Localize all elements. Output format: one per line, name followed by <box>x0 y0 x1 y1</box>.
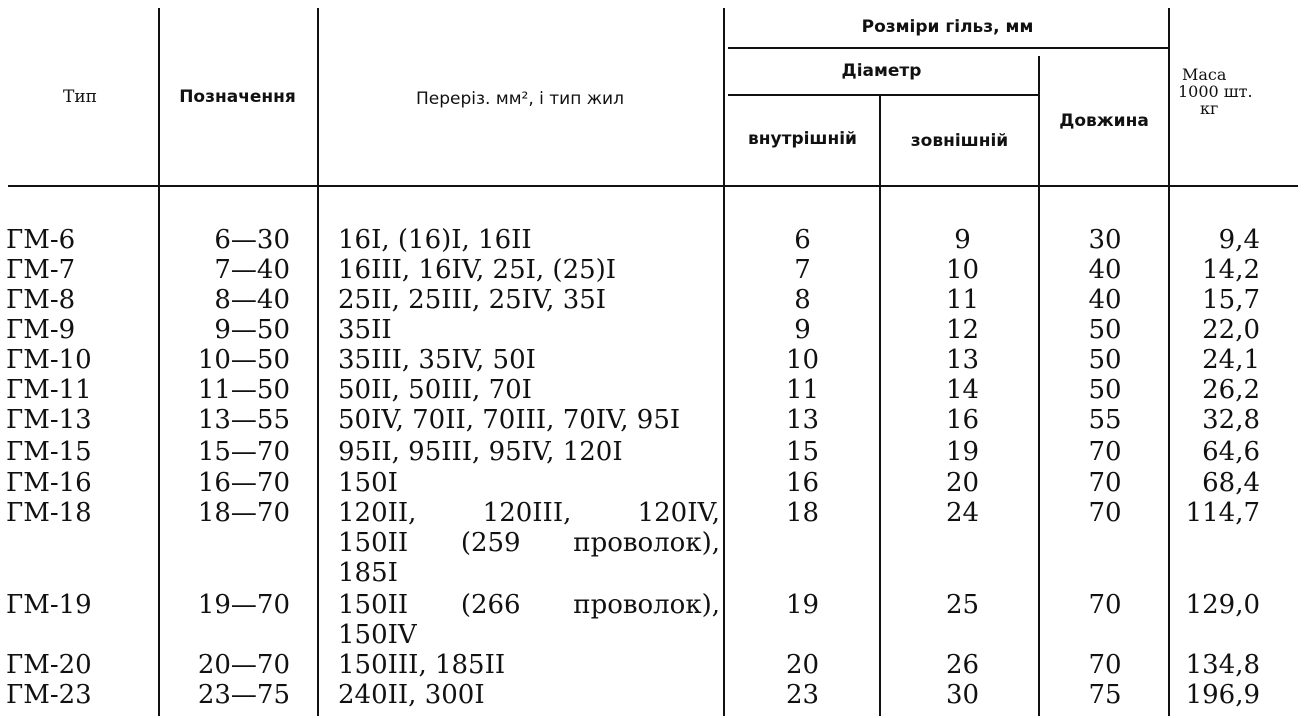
cell-outer-diameter: 30 <box>945 680 980 710</box>
sleeve-dims-rule <box>728 47 1170 49</box>
cell-inner-diameter: 15 <box>785 437 820 467</box>
cell-length: 75 <box>1088 680 1122 710</box>
cell-section <box>338 405 720 435</box>
cell-inner-diameter: 6 <box>794 225 811 255</box>
section-line: 150IV <box>338 620 417 650</box>
cell-length: 70 <box>1088 590 1122 620</box>
cell-outer-diameter: 14 <box>945 375 980 405</box>
header-mass <box>1178 66 1253 117</box>
cell-length: 70 <box>1088 650 1122 680</box>
cell-designation: 23—75 <box>197 680 290 710</box>
cell-outer-diameter: 20 <box>945 468 980 498</box>
cell-outer-diameter: 24 <box>945 498 980 528</box>
cell-type: ГМ-16 <box>6 468 92 498</box>
cell-designation: 11—50 <box>197 375 290 405</box>
header-mass-line2: 1000 шт. <box>1178 82 1253 101</box>
header-diameter: Діаметр <box>841 61 922 81</box>
cell-inner-diameter: 18 <box>785 498 820 528</box>
cell-type: ГМ-13 <box>6 405 92 435</box>
cell-outer-diameter: 11 <box>945 285 980 315</box>
cell-outer-diameter: 12 <box>945 315 980 345</box>
cell-type: ГМ-20 <box>6 650 92 680</box>
cell-length: 50 <box>1088 315 1122 345</box>
cell-length: 70 <box>1088 468 1122 498</box>
header-sleeve-dims: Розміри гільз, мм <box>861 17 1034 37</box>
cell-inner-diameter: 20 <box>785 650 820 680</box>
cell-inner-diameter: 11 <box>785 375 820 405</box>
cell-designation: 7—40 <box>214 255 290 285</box>
cell-section <box>338 225 720 255</box>
cell-length: 70 <box>1088 498 1122 528</box>
cell-inner-diameter: 9 <box>794 315 811 345</box>
cell-outer-diameter: 9 <box>954 225 971 255</box>
cell-designation: 9—50 <box>214 315 290 345</box>
section-line: 35III, 35IV, 50I <box>338 345 536 375</box>
cell-mass: 14,2 <box>1202 255 1260 285</box>
cell-mass: 196,9 <box>1185 680 1260 710</box>
header-inner: внутрішній <box>748 129 857 149</box>
cell-type: ГМ-23 <box>6 680 92 710</box>
cell-type: ГМ-15 <box>6 437 92 467</box>
cell-length: 40 <box>1088 255 1122 285</box>
cell-section <box>338 437 720 467</box>
cell-outer-diameter: 10 <box>945 255 980 285</box>
diameter-rule <box>728 94 1038 96</box>
header-outer: зовнішній <box>910 131 1009 151</box>
cell-section <box>338 285 720 315</box>
cell-mass: 114,7 <box>1185 498 1260 528</box>
cell-section <box>338 468 720 498</box>
cell-mass: 64,6 <box>1202 437 1260 467</box>
cell-designation: 8—40 <box>214 285 290 315</box>
cell-designation: 19—70 <box>197 590 290 620</box>
section-line: 35II <box>338 315 392 345</box>
cell-mass: 15,7 <box>1202 285 1260 315</box>
cell-outer-diameter: 16 <box>945 405 980 435</box>
cell-mass: 68,4 <box>1202 468 1260 498</box>
cell-section <box>338 680 720 710</box>
cell-type: ГМ-6 <box>6 225 76 255</box>
cell-section <box>338 650 720 680</box>
cell-mass: 129,0 <box>1185 590 1260 620</box>
cell-length: 40 <box>1088 285 1122 315</box>
cell-outer-diameter: 26 <box>945 650 980 680</box>
cell-type: ГМ-8 <box>6 285 76 315</box>
header-mass-line3: кг <box>1200 99 1219 118</box>
header-type: Тип <box>63 87 97 107</box>
section-line: 95II, 95III, 95IV, 120I <box>338 437 623 467</box>
cell-section <box>338 345 720 375</box>
header-mass-line1: Маса <box>1182 65 1227 84</box>
section-line: 150III, 185II <box>338 650 506 680</box>
cell-designation: 18—70 <box>197 498 290 528</box>
cell-section <box>338 375 720 405</box>
cell-section <box>338 590 720 650</box>
cell-type: ГМ-19 <box>6 590 92 620</box>
section-line: 50II, 50III, 70I <box>338 375 532 405</box>
cell-designation: 10—50 <box>197 345 290 375</box>
cell-inner-diameter: 19 <box>785 590 820 620</box>
header-length: Довжина <box>1059 111 1149 131</box>
cell-designation: 15—70 <box>197 437 290 467</box>
cell-designation: 6—30 <box>214 225 290 255</box>
cell-designation: 16—70 <box>197 468 290 498</box>
section-line: 16III, 16IV, 25I, (25)I <box>338 255 617 285</box>
cell-inner-diameter: 8 <box>794 285 811 315</box>
cell-type: ГМ-18 <box>6 498 92 528</box>
cell-mass: 26,2 <box>1202 375 1260 405</box>
cell-length: 50 <box>1088 375 1122 405</box>
cell-outer-diameter: 25 <box>945 590 980 620</box>
cell-outer-diameter: 13 <box>945 345 980 375</box>
section-line: 50IV, 70II, 70III, 70IV, 95I <box>338 405 681 435</box>
cell-inner-diameter: 10 <box>785 345 820 375</box>
cell-inner-diameter: 7 <box>794 255 811 285</box>
section-line: 150II (266 проволок), <box>338 590 720 620</box>
cell-type: ГМ-7 <box>6 255 76 285</box>
cell-mass: 24,1 <box>1202 345 1260 375</box>
section-line: 25II, 25III, 25IV, 35I <box>338 285 607 315</box>
header-designation: Позначення <box>179 87 296 107</box>
cell-mass: 9,4 <box>1218 225 1260 255</box>
cell-section <box>338 255 720 285</box>
cell-length: 50 <box>1088 345 1122 375</box>
cell-outer-diameter: 19 <box>945 437 980 467</box>
cell-length: 55 <box>1088 405 1122 435</box>
section-line: 150I <box>338 468 398 498</box>
cell-designation: 20—70 <box>197 650 290 680</box>
section-line: 16I, (16)I, 16II <box>338 225 532 255</box>
cell-length: 30 <box>1088 225 1122 255</box>
cell-type: ГМ-11 <box>6 375 92 405</box>
cell-mass: 134,8 <box>1185 650 1260 680</box>
cell-section <box>338 498 720 588</box>
cell-length: 70 <box>1088 437 1122 467</box>
header-bottom-rule <box>8 185 1298 187</box>
cell-inner-diameter: 13 <box>785 405 820 435</box>
cell-type: ГМ-10 <box>6 345 92 375</box>
section-line: 240II, 300I <box>338 680 485 710</box>
cell-section <box>338 315 720 345</box>
header-section: Переріз. мм², і тип жил <box>416 89 624 109</box>
section-line: 120II, 120III, 120IV, <box>338 498 720 528</box>
cell-inner-diameter: 16 <box>785 468 820 498</box>
cell-inner-diameter: 23 <box>785 680 820 710</box>
section-line: 150II (259 проволок), <box>338 528 720 558</box>
section-line: 185I <box>338 558 398 588</box>
col-divider-2 <box>317 8 319 716</box>
cell-mass: 22,0 <box>1202 315 1260 345</box>
cell-type: ГМ-9 <box>6 315 76 345</box>
cell-designation: 13—55 <box>197 405 290 435</box>
cell-mass: 32,8 <box>1202 405 1260 435</box>
